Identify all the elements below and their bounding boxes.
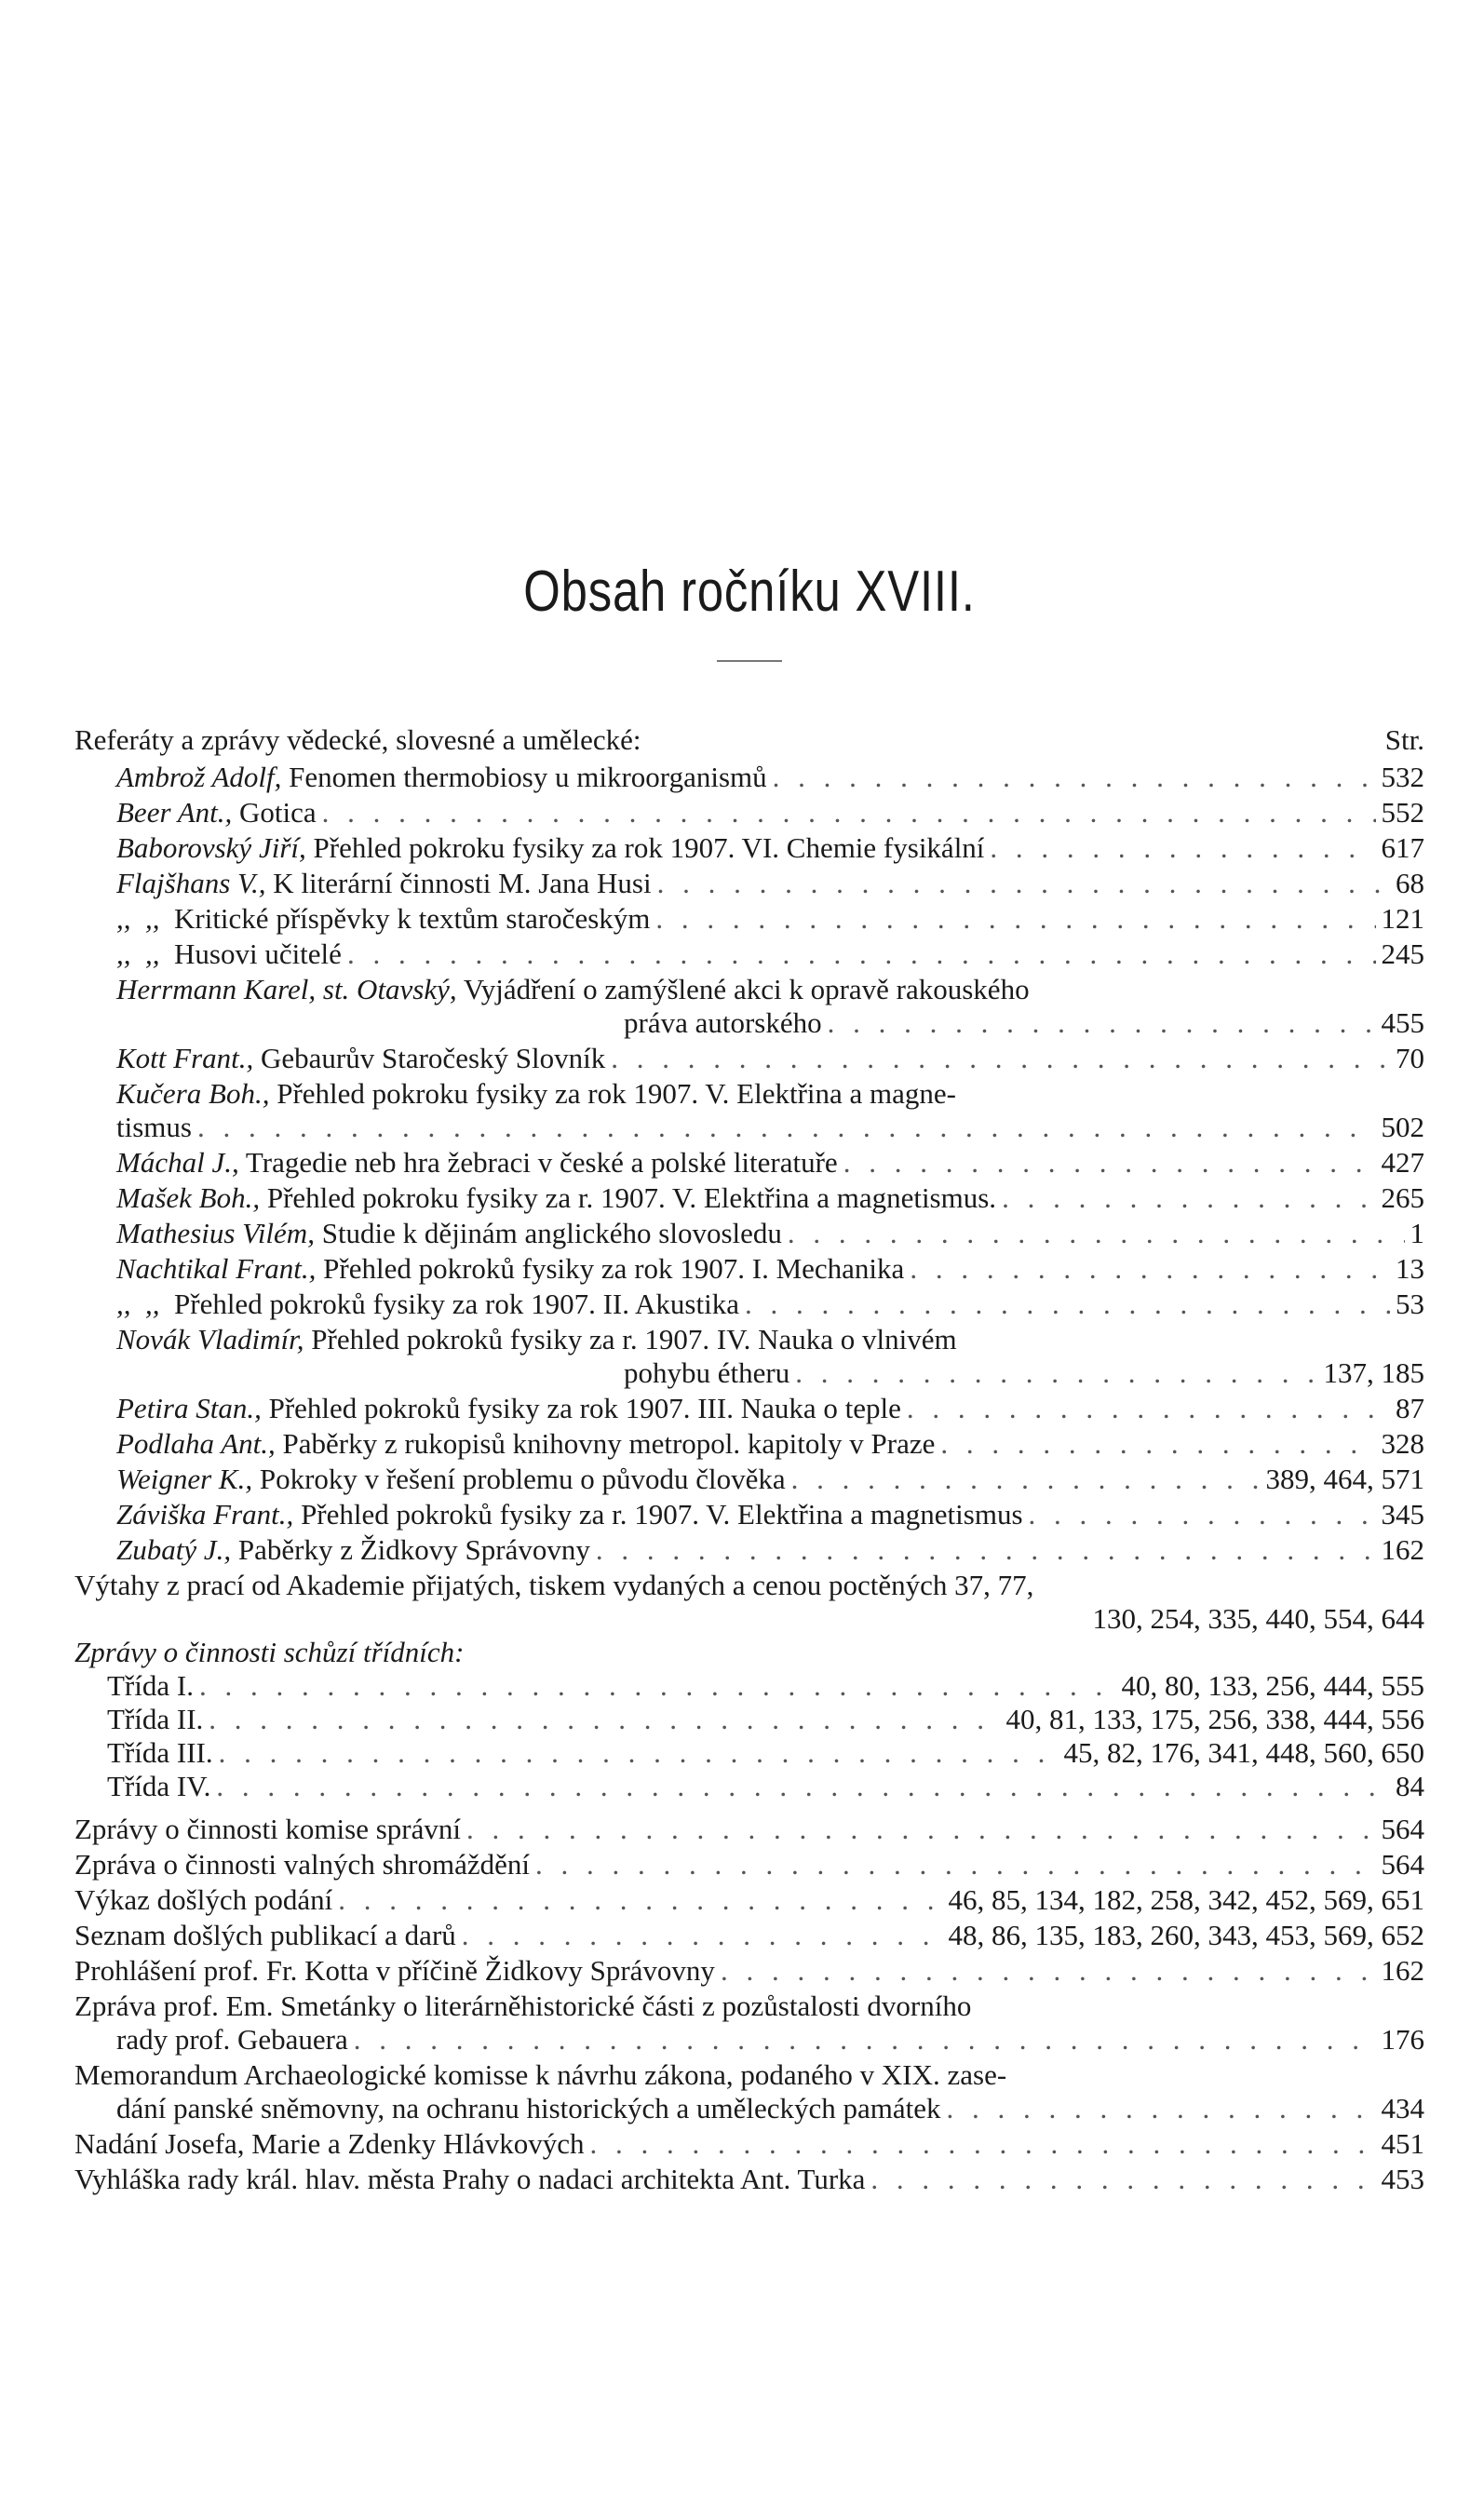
entry-author: Zubatý J., [116,1533,232,1566]
entry-author: Záviška Frant., [116,1498,294,1531]
entry-pages: 453 [1381,2163,1424,2195]
entry-row [74,937,1424,971]
referaty-list [74,761,1424,1567]
entry-title-continuation: pohybu étheru [624,1356,790,1389]
leader-dots [788,1217,1405,1250]
entry-row [74,1323,1424,1356]
leader-dots [1002,1181,1375,1215]
entry-author: Kučera Boh., [116,1077,270,1110]
entry-pages: 552 [1381,796,1424,829]
entry-pages: 455 [1381,1006,1424,1039]
entry-title: Zpráva o činnosti valných shromáždění [74,1848,530,1881]
entry-title: Zprávy o činnosti komise správní [74,1813,461,1845]
entry-author: ,, ,, [116,937,160,970]
entry-row [74,1848,1424,1881]
list-item [74,1919,1424,1952]
contents-page [74,559,1424,2196]
entry-pages: 502 [1381,1111,1424,1143]
class-label: Třída II. [107,1703,204,1735]
entry-title: Paběrky z Židkovy Správovny [231,1533,590,1566]
entry-title: Přehled pokroku fysiky za r. 1907. V. Elektřina a magnetismus. [260,1181,997,1214]
entry-row [74,973,1424,1006]
entry-author: Máchal J., [116,1146,239,1179]
leader-dots [907,1392,1390,1425]
class-pages: 45, 82, 176, 341, 448, 560, 650 [1063,1736,1424,1769]
leader-dots [795,1356,1317,1390]
entry-continuation [74,1111,1424,1144]
leader-dots [940,1427,1375,1461]
entry-author: Baborovský Jiří, [116,831,306,864]
entry-row [74,1288,1424,1321]
entry-pages: 617 [1381,831,1424,864]
list-item [74,902,1424,936]
entry-pages: 162 [1381,1533,1424,1566]
page-column-label: Str. [1384,723,1424,756]
zpravy-label: Zprávy o činnosti schůzí třídních: [74,1636,465,1668]
class-pages: 40, 81, 133, 175, 256, 338, 444, 556 [1005,1703,1424,1735]
leader-dots [462,1919,943,1952]
entry-continuation [74,2092,1424,2125]
entry-author: Petira Stan., [116,1392,262,1424]
leader-dots [216,1770,1390,1803]
entry-title: Gebaurův Staročeský Slovník [253,1042,606,1074]
entry-pages: 434 [1381,2092,1424,2124]
class-pages: 40, 80, 133, 256, 444, 555 [1121,1669,1424,1702]
entry-title: Memorandum Archaeologické komisse k návrhu zákona, podaného v XIX. zase- [74,2058,1007,2091]
list-item [74,1392,1424,1425]
list-item [74,1323,1424,1390]
entry-pages: 176 [1381,2023,1424,2056]
entry-pages: 121 [1381,902,1424,935]
leader-dots [197,1111,1376,1144]
entry-pages: 427 [1381,1146,1424,1179]
entry-row [74,2127,1424,2161]
entry-row [74,1146,1424,1180]
leader-dots [219,1736,1059,1770]
entry-row [74,831,1424,865]
leader-dots [910,1252,1390,1286]
entry-author: Mathesius Vilém, [116,1217,315,1249]
leader-dots [199,1669,1116,1703]
entry-author: Herrmann Karel, st. Otavský, [116,973,457,1005]
entry-title: Paběrky z rukopisů knihovny metropol. kapitoly v Praze [275,1427,936,1460]
entry-title: Fenomen thermobiosy u mikroorganismů [281,761,767,793]
entry-author: ,, ,, [116,902,160,935]
entry-title: Přehled pokroků fysiky za r. 1907. IV. Nauka o vlnivém [304,1323,957,1355]
entry-continuation [74,1006,1424,1040]
entry-title: K literární činnosti M. Jana Husi [265,867,652,899]
entry-pages: 328 [1381,1427,1424,1460]
leader-dots [347,937,1376,971]
entry-title: Přehled pokroků fysiky za r. 1907. V. Elektřina a magnetismus [293,1498,1023,1531]
entry-title: Husovi učitelé [159,937,342,970]
entry-title: Pokroky v řešení problemu o původu člověka [252,1463,786,1495]
entry-pages: 68 [1396,867,1424,899]
class-label: Třída IV. [107,1770,211,1802]
entry-pages: 70 [1396,1042,1424,1074]
class-row [74,1770,1424,1803]
entry-row [74,1217,1424,1250]
list-item [74,1883,1424,1917]
entry-pages: 389, 464, 571 [1265,1463,1424,1495]
entry-pages: 137, 185 [1323,1356,1424,1389]
vytahy-entry [74,1569,1424,1636]
entry-title: Přehled pokroků fysiky za rok 1907. II. Akustika [159,1288,739,1320]
entry-title: Přehled pokroku fysiky za rok 1907. V. Elektřina a magne- [269,1077,956,1110]
entry-row [74,1883,1424,1917]
leader-dots [947,2092,1376,2125]
entry-title: Zpráva prof. Em. Smetánky o literárněhistorické části z pozůstalosti dvorního [74,1989,972,2022]
entry-pages: 53 [1396,1288,1424,1320]
entry-pages: 564 [1381,1848,1424,1881]
section-heading-label: Referáty a zprávy vědecké, slovesné a umělecké: [74,723,641,756]
list-item [74,761,1424,794]
entry-author: Nachtikal Frant., [116,1252,317,1285]
entry-row [74,796,1424,829]
class-label: Třída I. [107,1669,194,1702]
title-divider [717,660,782,662]
entry-row [74,1463,1424,1496]
list-item [74,1813,1424,1846]
entry-row [74,1181,1424,1215]
entry-title-continuation: práva autorského [624,1006,822,1039]
class-row [74,1669,1424,1703]
page-title: Obsah ročníku XVIII. [523,560,976,624]
entry-row [74,1533,1424,1567]
entry-author: Kott Frant., [116,1042,254,1074]
vytahy-pages: 130, 254, 335, 440, 554, 644 [1092,1602,1424,1635]
leader-dots [990,831,1375,865]
leader-dots [338,1883,942,1917]
leader-dots [773,761,1376,794]
leader-dots [870,2163,1375,2196]
class-row [74,1703,1424,1736]
entry-row [74,1042,1424,1075]
entry-title: Vyjádření o zamýšlené akci k opravě rakouského [456,973,1030,1005]
entry-pages: 46, 85, 134, 182, 258, 342, 452, 569, 651 [948,1883,1424,1916]
entry-row [74,2163,1424,2196]
entry-title-continuation: tismus [116,1111,192,1143]
leader-dots [721,1954,1376,1988]
entry-title: Gotica [232,796,317,829]
leader-dots [589,2127,1375,2161]
list-item [74,973,1424,1040]
leader-dots [655,902,1375,936]
entry-author: Flajšhans V., [116,867,266,899]
leader-dots [466,1813,1376,1846]
entry-pages: 245 [1381,937,1424,970]
entry-row [74,1252,1424,1286]
entry-continuation [74,1356,1424,1390]
leader-dots [745,1288,1390,1321]
tridy-list [74,1669,1424,1803]
entry-author: Novák Vladimír, [116,1323,304,1355]
entry-author: Ambrož Adolf, [116,761,282,793]
entry-row [74,1989,1424,2023]
entry-row [74,761,1424,794]
list-item [74,1077,1424,1144]
entry-pages: 265 [1381,1181,1424,1214]
list-item [74,831,1424,865]
leader-dots [322,796,1376,829]
entry-pages: 13 [1396,1252,1424,1285]
entry-author: Podlaha Ant., [116,1427,276,1460]
class-pages: 84 [1396,1770,1424,1802]
list-item [74,937,1424,971]
entry-row [74,1813,1424,1846]
entry-pages: 451 [1381,2127,1424,2160]
entry-title: Přehled pokroků fysiky za rok 1907. III. Nauka o teple [261,1392,901,1424]
list-item [74,1181,1424,1215]
list-item [74,1533,1424,1567]
entry-row [74,867,1424,900]
entry-row [74,1427,1424,1461]
entry-pages: 532 [1381,761,1424,793]
entry-title: Výkaz došlých podání [74,1883,333,1916]
leader-dots [657,867,1390,900]
list-item [74,796,1424,829]
entry-row [74,1077,1424,1111]
list-item [74,867,1424,900]
list-item [74,1252,1424,1286]
entry-title: Vyhláška rady král. hlav. města Prahy o nadaci architekta Ant. Turka [74,2163,866,2195]
entry-title-continuation: dání panské sněmovny, na ochranu historických a uměleckých památek [116,2092,941,2124]
list-item [74,1427,1424,1461]
list-item [74,1954,1424,1988]
entry-row [74,1954,1424,1988]
list-item [74,2163,1424,2196]
entry-pages: 87 [1396,1392,1424,1424]
entry-pages: 1 [1410,1217,1424,1249]
entry-continuation [74,2023,1424,2057]
leader-dots [611,1042,1390,1075]
entry-title: Kritické příspěvky k textům staročeským [159,902,651,935]
list-item [74,1989,1424,2057]
entry-row [74,2058,1424,2092]
entry-title: Prohlášení prof. Fr. Kotta v příčině Židkovy Správovny [74,1954,715,1987]
leader-dots [843,1146,1376,1180]
list-item [74,2058,1424,2125]
entry-author: Weigner K., [116,1463,253,1495]
entry-row [74,1392,1424,1425]
entry-pages: 345 [1381,1498,1424,1531]
list-item [74,2127,1424,2161]
entry-title: Přehled pokroků fysiky za rok 1907. I. Mechanika [316,1252,905,1285]
entry-title: Tragedie neb hra žebraci v české a polské literatuře [238,1146,838,1179]
entry-pages: 564 [1381,1813,1424,1845]
entry-title: Nadání Josefa, Marie a Zdenky Hlávkových [74,2127,585,2160]
list-item [74,1498,1424,1531]
list-item [74,1146,1424,1180]
entry-row [74,1498,1424,1531]
leader-dots [535,1848,1376,1881]
entry-author: Mašek Boh., [116,1181,261,1214]
entry-pages: 162 [1381,1954,1424,1987]
section-heading [74,723,1424,757]
entry-author: Beer Ant., [116,796,233,829]
leader-dots [354,2023,1376,2057]
entry-title: Přehled pokroku fysiky za rok 1907. VI. Chemie fysikální [305,831,985,864]
list-item [74,1463,1424,1496]
leader-dots [791,1463,1261,1496]
list-item [74,1217,1424,1250]
leader-dots [596,1533,1376,1567]
vytahy-text: Výtahy z prací od Akademie přijatých, tiskem vydaných a cenou poctěných 37, 77, [74,1569,1034,1601]
entry-row [74,1919,1424,1952]
entry-title: Studie k dějinám anglického slovosledu [314,1217,782,1249]
entry-title: Seznam došlých publikací a darů [74,1919,456,1951]
entry-title-continuation: rady prof. Gebauera [116,2023,348,2056]
entry-row [74,902,1424,936]
leader-dots [828,1006,1376,1040]
entry-author: ,, ,, [116,1288,160,1320]
ostatni-list [74,1813,1424,2196]
list-item [74,1288,1424,1321]
entry-pages: 48, 86, 135, 183, 260, 343, 453, 569, 652 [948,1919,1424,1951]
list-item [74,1042,1424,1075]
list-item [74,1848,1424,1881]
leader-dots [209,1703,1000,1736]
leader-dots [1029,1498,1376,1531]
class-label: Třída III. [107,1736,213,1769]
class-row [74,1736,1424,1770]
